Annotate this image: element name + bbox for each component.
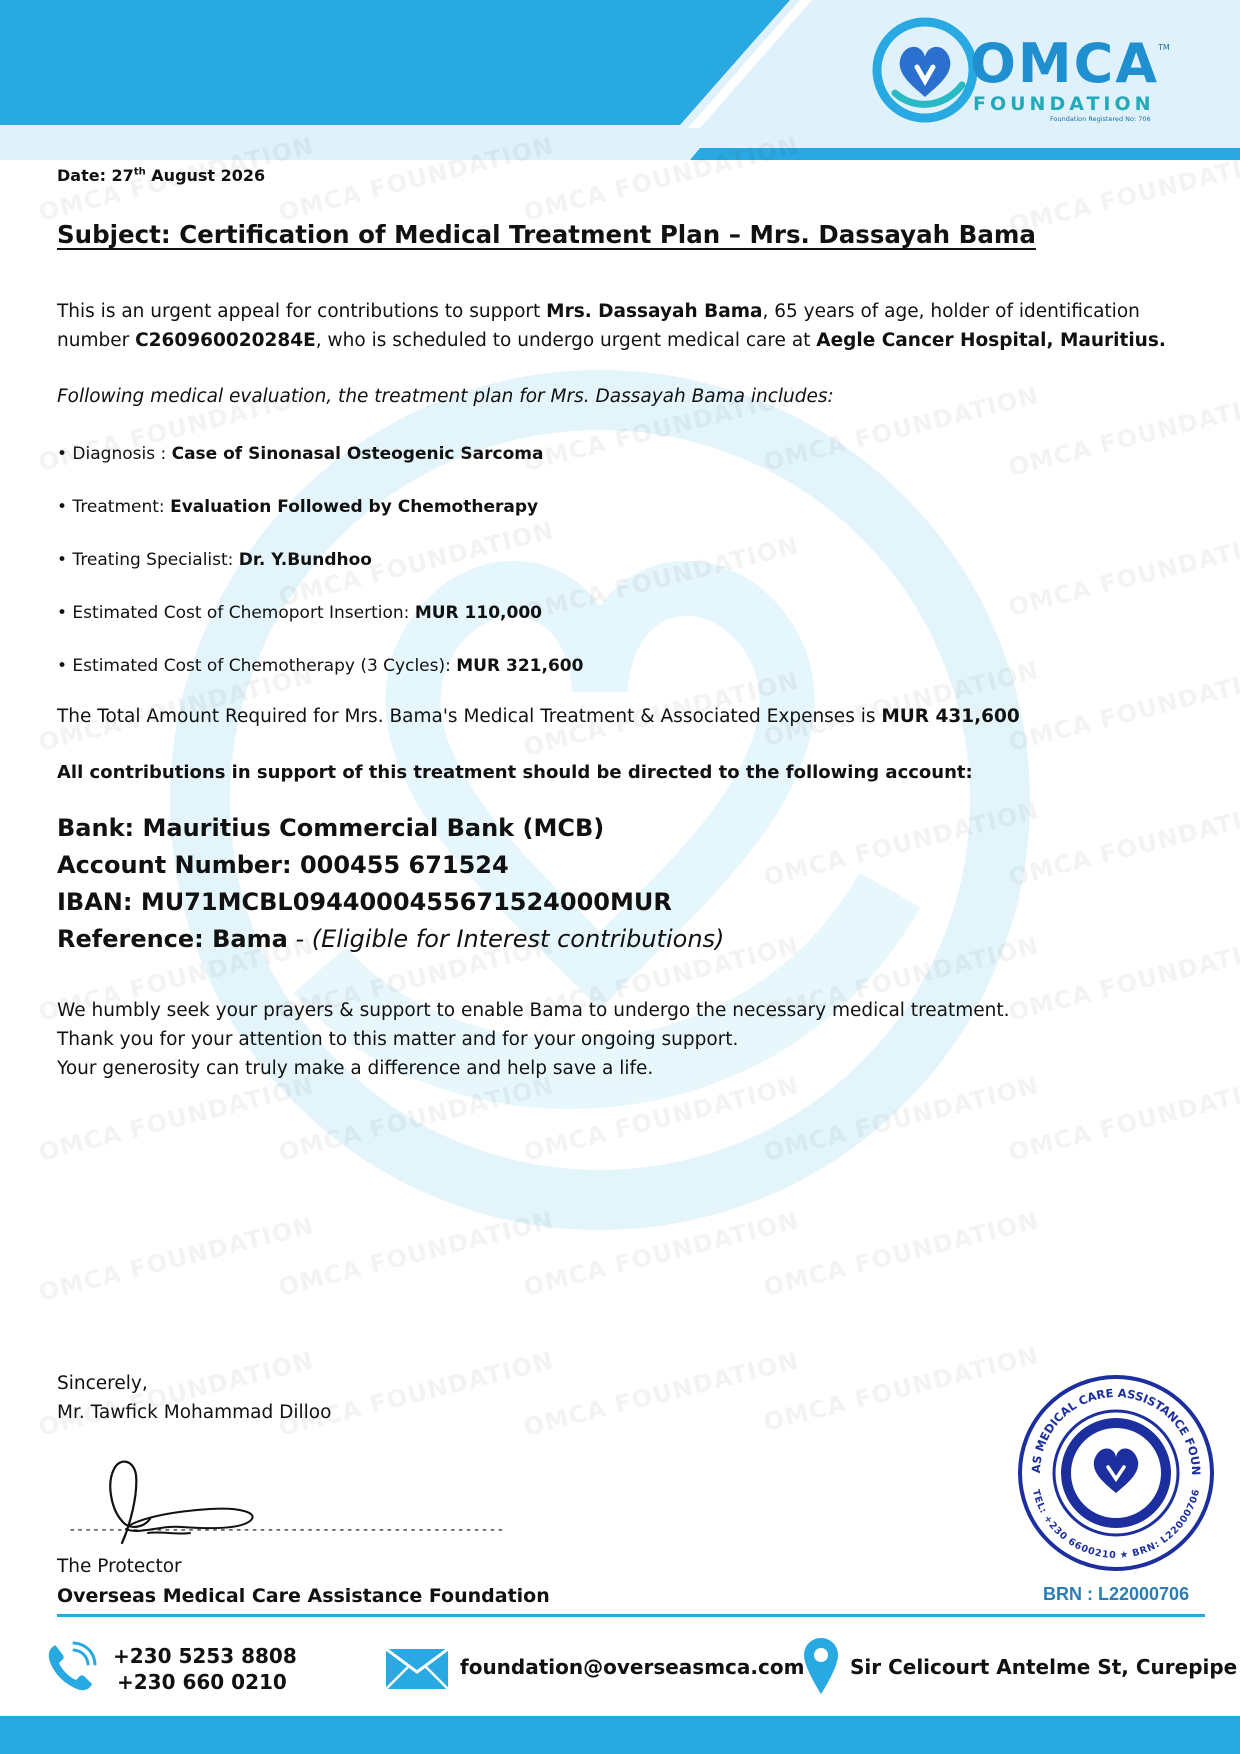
- list-item: [57, 603, 542, 623]
- bullet-value: Case of Sinonasal Osteogenic Sarcoma: [171, 444, 544, 464]
- omca-logo: [870, 15, 1190, 130]
- signer-name: Mr. Tawfick Mohammad Dilloo: [57, 1402, 332, 1423]
- watermark-text: [761, 1341, 1042, 1437]
- closing-line: Thank you for your attention to this matter and for your ongoing support.: [57, 1029, 739, 1050]
- signoff: [57, 1369, 331, 1427]
- date-suffix: August 2026: [145, 166, 266, 185]
- logo-emblem-icon: [870, 15, 980, 125]
- background-emblem: [120, 330, 1080, 1280]
- total-text: The Total Amount Required for Mrs. Bama's Medical Treatment & Associated Expenses is: [57, 706, 882, 727]
- foundation-stamp: [1016, 1373, 1216, 1573]
- closing-line: We humbly seek your prayers & support to enable Bama to undergo the necessary medical treatment.: [57, 1000, 1010, 1021]
- signature-line: -------------------------------------------------------: [68, 1522, 505, 1538]
- logo-name: OMCA: [970, 32, 1160, 95]
- hospital-name: Aegle Cancer Hospital, Mauritius.: [816, 330, 1166, 351]
- intro-text-2: , 65 years of age, holder of identification: [762, 301, 1140, 322]
- list-item: [57, 444, 543, 464]
- signer-title: The Protector: [57, 1556, 182, 1577]
- footer-email[interactable]: foundation@overseasmca.com: [460, 1655, 805, 1679]
- plan-intro: Following medical evaluation, the treatment plan for Mrs. Dassayah Bama includes:: [57, 386, 834, 407]
- iban: IBAN: MU71MCBL0944000455671524000MUR: [57, 888, 672, 916]
- phone-number-2[interactable]: +230 660 0210: [117, 1670, 287, 1694]
- brn-label: BRN : L22000706: [1043, 1584, 1190, 1604]
- footer-address: Sir Celicourt Antelme St, Curepipe: [850, 1655, 1238, 1679]
- closing-line: Your generosity can truly make a difference and help save a life.: [57, 1058, 654, 1079]
- footer-band: [0, 1716, 1240, 1754]
- bank-details: [57, 810, 724, 958]
- bullet-label: • Estimated Cost of Chemoport Insertion:: [57, 603, 415, 623]
- date-prefix: Date: 27: [57, 166, 134, 185]
- patient-name: Mrs. Dassayah Bama: [546, 301, 763, 322]
- stamp-ring-text: AS MEDICAL CARE ASSISTANCE FOUN: [1028, 1385, 1204, 1476]
- letter-subject: Subject: Certification of Medical Treatment Plan – Mrs. Dassayah Bama: [57, 220, 1036, 249]
- bullet-label: • Estimated Cost of Chemotherapy (3 Cycles):: [57, 656, 457, 676]
- closing-paragraph: [57, 996, 1010, 1083]
- stamp-tel-text: TEL: +230 6600210 ★ BRN: L22000706: [1029, 1488, 1203, 1562]
- total-amount-line: [57, 702, 1020, 731]
- bullet-value: MUR 321,600: [456, 656, 584, 676]
- footer-phones: [113, 1643, 297, 1695]
- phone-icon: [44, 1640, 98, 1694]
- list-item: [57, 656, 583, 676]
- sincerely: Sincerely,: [57, 1373, 148, 1394]
- reference-note: - (Eligible for Interest contributions): [287, 925, 725, 953]
- list-item: [57, 550, 372, 570]
- location-pin-icon: [802, 1636, 840, 1696]
- bullet-value: Evaluation Followed by Chemotherapy: [170, 497, 539, 517]
- reference-label: Reference: Bama: [57, 925, 288, 953]
- list-item: [57, 497, 538, 517]
- watermark-text: [521, 1346, 802, 1442]
- contributions-heading: All contributions in support of this treatment should be directed to the following account:: [57, 762, 973, 783]
- bullet-label: • Treating Specialist:: [57, 550, 239, 570]
- bullet-label: • Treatment:: [57, 497, 171, 517]
- intro-text-4: , who is scheduled to undergo urgent medical care at: [315, 330, 817, 351]
- bullet-value: MUR 110,000: [414, 603, 542, 623]
- signer-organization: Overseas Medical Care Assistance Foundation: [57, 1585, 550, 1607]
- footer-divider: [57, 1614, 1205, 1617]
- reference-line: [57, 921, 724, 958]
- bank-name: Bank: Mauritius Commercial Bank (MCB): [57, 814, 605, 842]
- envelope-icon: [385, 1648, 449, 1690]
- intro-paragraph: [57, 297, 1207, 355]
- date-suffix-sup: th: [133, 166, 146, 178]
- letter-date: [57, 166, 265, 185]
- id-number: C260960020284E: [135, 330, 316, 351]
- logo-tm: TM: [1158, 43, 1170, 52]
- account-number: Account Number: 000455 671524: [57, 851, 509, 879]
- logo-registration: Foundation Registered No: 706: [1050, 115, 1151, 123]
- intro-text-3: number: [57, 330, 136, 351]
- phone-number-1[interactable]: +230 5253 8808: [113, 1644, 297, 1668]
- intro-text-1: This is an urgent appeal for contributions to support: [57, 301, 547, 322]
- total-amount: MUR 431,600: [881, 706, 1020, 727]
- logo-subtitle: FOUNDATION: [973, 93, 1155, 115]
- bullet-label: • Diagnosis :: [57, 444, 172, 464]
- bullet-value: Dr. Y.Bundhoo: [238, 550, 372, 570]
